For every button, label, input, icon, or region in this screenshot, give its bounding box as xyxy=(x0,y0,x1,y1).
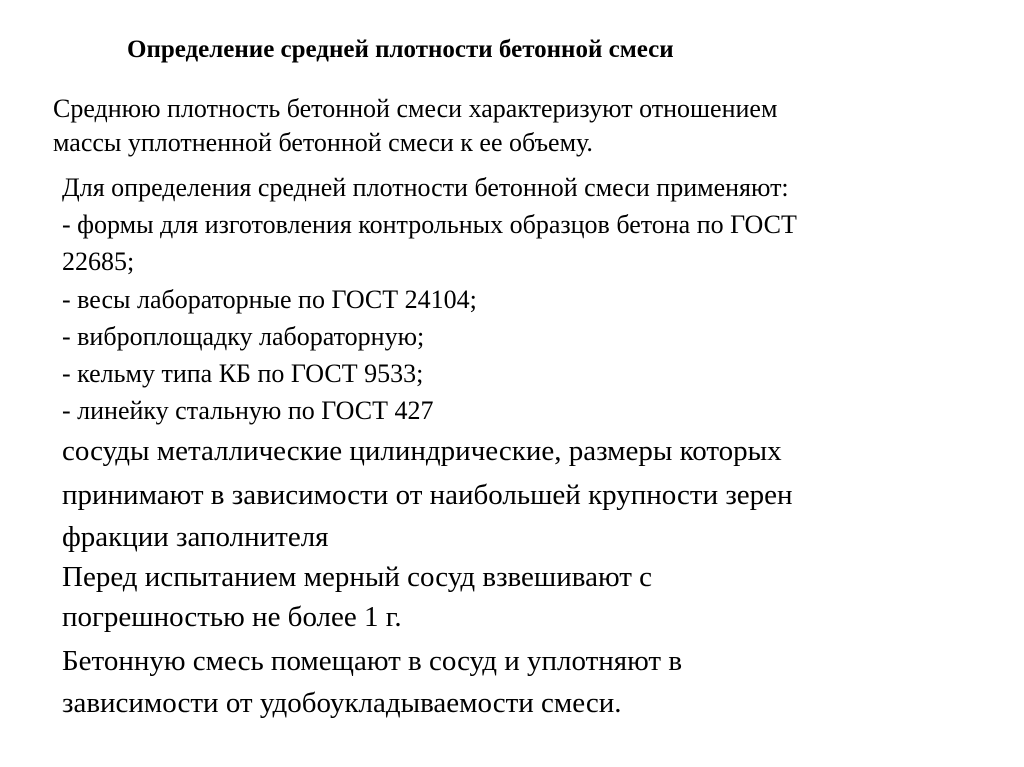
procedure-line: Бетонную смесь помещают в сосуд и уплотняют в xyxy=(62,645,683,677)
equipment-line: Для определения средней плотности бетонной смеси применяют: xyxy=(62,173,789,202)
procedure-line: принимают в зависимости от наибольшей крупности зерен xyxy=(62,479,793,511)
equipment-line: - формы для изготовления контрольных образцов бетона по ГОСТ xyxy=(62,210,797,239)
intro-line: Среднюю плотность бетонной смеси характеризуют отношением xyxy=(53,94,778,123)
equipment-line: - весы лабораторные по ГОСТ 24104; xyxy=(62,285,477,314)
procedure-line: фракции заполнителя xyxy=(62,521,329,553)
equipment-line: - виброплощадку лабораторную; xyxy=(62,322,425,351)
procedure-line: сосуды металлические цилиндрические, размеры которых xyxy=(62,435,782,467)
equipment-line: - линейку стальную по ГОСТ 427 xyxy=(62,396,434,425)
equipment-line: - кельму типа КБ по ГОСТ 9533; xyxy=(62,359,424,388)
equipment-line: 22685; xyxy=(62,247,135,276)
procedure-line: зависимости от удобоукладываемости смеси. xyxy=(62,687,622,719)
intro-line: массы уплотненной бетонной смеси к ее объему. xyxy=(53,128,593,157)
procedure-line: Перед испытанием мерный сосуд взвешивают с xyxy=(62,561,653,593)
procedure-line: погрешностью не более 1 г. xyxy=(62,601,402,633)
slide-title: Определение средней плотности бетонной смеси xyxy=(127,36,674,63)
